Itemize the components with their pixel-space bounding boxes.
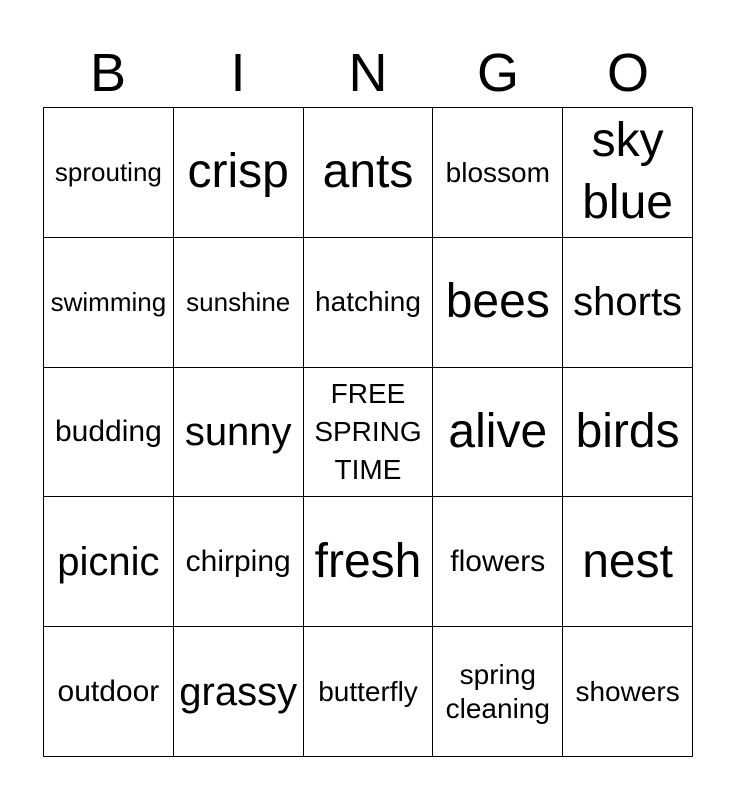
bingo-cell[interactable]: grassy <box>174 627 304 757</box>
bingo-cell[interactable]: swimming <box>44 238 174 368</box>
bingo-cell[interactable]: hatching <box>304 238 434 368</box>
bingo-card-grid <box>43 107 693 757</box>
bingo-cell[interactable]: alive <box>433 368 563 498</box>
bingo-cell[interactable]: sunny <box>174 368 304 498</box>
bingo-cell[interactable]: outdoor <box>44 627 174 757</box>
bingo-cell[interactable]: shorts <box>563 238 693 368</box>
bingo-cell[interactable]: blossom <box>433 108 563 238</box>
bingo-cell[interactable]: ants <box>304 108 434 238</box>
bingo-cell[interactable]: sky blue <box>563 108 693 238</box>
bingo-cell[interactable]: bees <box>433 238 563 368</box>
free-space-cell[interactable]: FREE SPRING TIME <box>304 368 434 498</box>
bingo-cell[interactable]: showers <box>563 627 693 757</box>
bingo-cell[interactable]: sprouting <box>44 108 174 238</box>
bingo-cell[interactable]: picnic <box>44 497 174 627</box>
header-letter-o: O <box>606 43 649 103</box>
bingo-cell[interactable]: chirping <box>174 497 304 627</box>
header-letter-n: N <box>348 43 388 103</box>
header-letter-b: B <box>89 43 127 103</box>
bingo-cell[interactable]: spring cleaning <box>433 627 563 757</box>
bingo-cell[interactable]: budding <box>44 368 174 498</box>
bingo-cell[interactable]: birds <box>563 368 693 498</box>
bingo-cell[interactable]: nest <box>563 497 693 627</box>
bingo-cell[interactable]: butterfly <box>304 627 434 757</box>
bingo-cell[interactable]: fresh <box>304 497 434 627</box>
header-letter-i: I <box>230 43 246 103</box>
bingo-cell[interactable]: crisp <box>174 108 304 238</box>
bingo-cell[interactable]: sunshine <box>174 238 304 368</box>
bingo-cell[interactable]: flowers <box>433 497 563 627</box>
bingo-header <box>43 40 693 106</box>
header-letter-g: G <box>476 43 519 103</box>
